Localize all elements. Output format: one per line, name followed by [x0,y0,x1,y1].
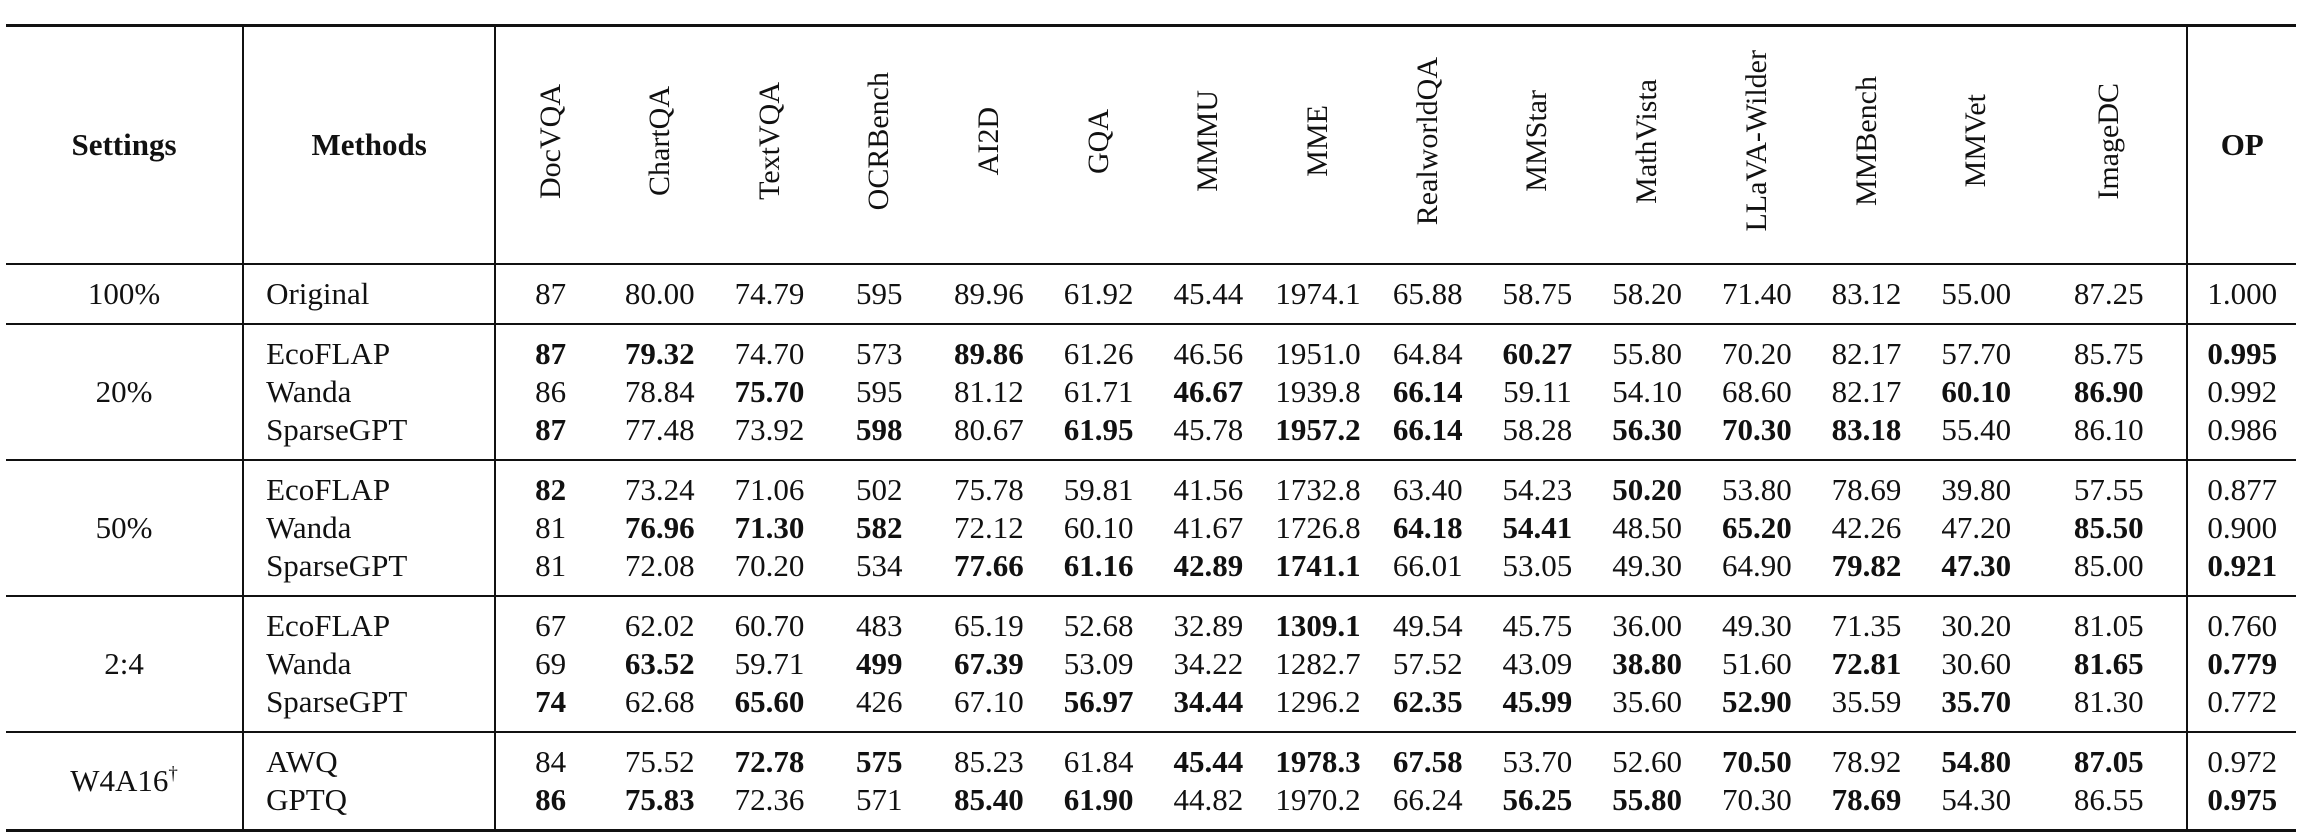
score-cell: 85.23 [954,744,1024,779]
score-cell: 62.68 [624,684,695,719]
score-cell: 54.41 [1502,510,1573,545]
op-cell: 0.972 [2207,744,2278,779]
table-row [6,373,2296,411]
table-row [6,683,2296,732]
score-cell: 54.23 [1502,472,1573,507]
score-cell: 55.80 [1612,782,1682,817]
score-cell: 82.17 [1831,374,1902,409]
score-cell: 71.30 [734,510,805,545]
op-cell: 0.772 [2207,684,2278,719]
score-cell: 1974.1 [1275,276,1361,311]
setting-label: 50% [95,510,153,545]
score-cell: 64.90 [1721,548,1792,583]
header-benchmark [1702,26,1812,265]
score-cell: 81.05 [2031,596,2187,645]
header-benchmark-label: AI2D [971,106,1005,176]
score-cell: 60.10 [1063,510,1134,545]
score-cell: 86.10 [2031,411,2187,460]
setting-cell [6,324,243,460]
score-cell: 70.20 [1721,336,1792,371]
score-cell: 85.00 [2031,547,2187,596]
score-cell: 69 [535,646,567,681]
score-cell: 1951.0 [1275,336,1361,371]
header-benchmark [605,26,715,265]
score-cell: 86.55 [2031,781,2187,831]
score-cell: 59.71 [734,646,805,681]
header-row [6,26,2296,265]
score-cell: 74.70 [734,336,805,371]
score-cell: 75.78 [954,472,1024,507]
method-cell: Original [243,264,495,324]
score-cell: 573 [855,336,903,371]
score-cell: 67.58 [1392,744,1463,779]
score-cell: 57.52 [1392,646,1463,681]
setting-footnote-mark: † [168,763,178,785]
score-cell: 73.24 [624,472,695,507]
score-cell: 45.44 [1173,276,1244,311]
score-cell: 49.30 [1721,608,1792,643]
table-row [6,596,2296,645]
score-cell: 76.96 [624,510,695,545]
score-cell: 1309.1 [1275,608,1361,643]
score-cell: 74.79 [734,276,805,311]
score-cell: 63.52 [624,646,695,681]
score-cell: 68.60 [1721,374,1792,409]
score-cell: 61.26 [1063,336,1134,371]
score-cell: 65.20 [1721,510,1792,545]
results-table [6,24,2296,832]
score-cell: 60.70 [734,608,805,643]
score-cell: 53.05 [1502,548,1573,583]
score-cell: 81.12 [954,374,1024,409]
score-cell: 83.12 [1831,276,1902,311]
header-benchmark-label: MathVista [1630,78,1664,204]
score-cell: 1957.2 [1275,412,1361,447]
score-cell: 81 [535,548,567,583]
score-cell: 65.88 [1392,276,1463,311]
score-cell: 61.71 [1063,374,1134,409]
score-cell: 62.02 [624,608,695,643]
score-cell: 62.35 [1392,684,1463,719]
setting-label: 20% [95,374,153,409]
score-cell: 1732.8 [1275,472,1361,507]
score-cell: 571 [855,782,903,817]
method-cell: SparseGPT [243,683,495,732]
score-cell: 58.28 [1502,412,1573,447]
score-cell: 34.44 [1173,684,1244,719]
results-table-container [6,24,2296,832]
table-row [6,264,2296,324]
table-row [6,509,2296,547]
table-row [6,460,2296,509]
table-row [6,324,2296,373]
score-cell: 81.30 [2031,683,2187,732]
score-cell: 53.09 [1063,646,1134,681]
setting-cell [6,732,243,831]
method-cell: EcoFLAP [243,596,495,645]
score-cell: 52.68 [1063,608,1134,643]
score-cell: 45.44 [1173,744,1244,779]
header-benchmark [1483,26,1593,265]
method-cell: SparseGPT [243,411,495,460]
score-cell: 595 [855,276,903,311]
score-cell: 49.30 [1612,548,1682,583]
score-cell: 64.84 [1392,336,1463,371]
score-cell: 61.95 [1063,412,1134,447]
score-cell: 71.40 [1721,276,1792,311]
score-cell: 71.35 [1831,608,1902,643]
setting-group [6,732,2296,831]
score-cell: 84 [535,744,567,779]
score-cell: 42.26 [1831,510,1902,545]
score-cell: 89.96 [954,276,1024,311]
score-cell: 86.90 [2031,373,2187,411]
setting-group [6,460,2296,596]
score-cell: 53.70 [1502,744,1573,779]
score-cell: 56.25 [1502,782,1573,817]
score-cell: 67 [535,608,567,643]
score-cell: 598 [855,412,903,447]
score-cell: 77.66 [954,548,1024,583]
op-cell: 0.995 [2207,336,2278,371]
score-cell: 38.80 [1612,646,1682,681]
score-cell: 61.84 [1063,744,1134,779]
method-cell: Wanda [243,645,495,683]
header-benchmark-label: MMBench [1849,76,1883,206]
score-cell: 30.20 [1941,608,2012,643]
score-cell: 85.50 [2031,509,2187,547]
score-cell: 70.30 [1721,782,1792,817]
header-benchmark-label: ChartQA [642,86,676,196]
score-cell: 50.20 [1612,472,1682,507]
score-cell: 483 [855,608,903,643]
score-cell: 41.56 [1173,472,1244,507]
header-benchmark-label: MMVet [1959,94,1993,188]
header-benchmark [1263,26,1373,265]
header-benchmark-label: MMMU [1191,90,1225,192]
score-cell: 63.40 [1392,472,1463,507]
score-cell: 72.36 [734,782,805,817]
score-cell: 1741.1 [1275,548,1361,583]
score-cell: 61.90 [1063,782,1134,817]
setting-group [6,596,2296,732]
header-benchmark-label: OCRBench [862,71,896,211]
score-cell: 79.82 [1831,548,1902,583]
op-cell: 0.900 [2207,510,2278,545]
method-cell: EcoFLAP [243,324,495,373]
score-cell: 64.18 [1392,510,1463,545]
score-cell: 1726.8 [1275,510,1361,545]
score-cell: 74 [535,684,567,719]
score-cell: 36.00 [1612,608,1682,643]
score-cell: 72.12 [954,510,1024,545]
score-cell: 35.70 [1941,684,2012,719]
score-cell: 55.80 [1612,336,1682,371]
score-cell: 1282.7 [1275,646,1361,681]
method-cell: Wanda [243,373,495,411]
score-cell: 87 [535,276,567,311]
score-cell: 86 [535,782,567,817]
setting-cell [6,264,243,324]
op-cell: 1.000 [2207,276,2278,311]
score-cell: 59.81 [1063,472,1134,507]
score-cell: 42.89 [1173,548,1244,583]
score-cell: 87.05 [2031,732,2187,781]
score-cell: 78.69 [1831,472,1902,507]
header-benchmark [1373,26,1483,265]
score-cell: 73.92 [734,412,805,447]
score-cell: 1939.8 [1275,374,1361,409]
op-cell: 0.877 [2207,472,2278,507]
score-cell: 30.60 [1941,646,2012,681]
score-cell: 81 [535,510,567,545]
score-cell: 85.75 [2031,324,2187,373]
op-cell: 0.779 [2207,646,2278,681]
score-cell: 35.59 [1831,684,1902,719]
score-cell: 75.70 [734,374,805,409]
score-cell: 53.80 [1721,472,1792,507]
score-cell: 44.82 [1173,782,1244,817]
score-cell: 426 [855,684,903,719]
header-benchmark-label: ImageDC [2091,82,2125,200]
score-cell: 41.67 [1173,510,1244,545]
setting-cell [6,596,243,732]
score-cell: 72.78 [734,744,805,779]
score-cell: 66.14 [1392,374,1463,409]
header-benchmark-label: MME [1301,105,1335,177]
header-benchmark-label: MMStar [1520,90,1554,192]
score-cell: 71.06 [734,472,805,507]
score-cell: 80.00 [624,276,695,311]
header-benchmark-label: RealworldQA [1410,56,1444,226]
score-cell: 32.89 [1173,608,1244,643]
score-cell: 75.52 [624,744,695,779]
score-cell: 66.14 [1392,412,1463,447]
header-benchmark-label: DocVQA [533,83,567,199]
score-cell: 67.39 [954,646,1024,681]
score-cell: 72.81 [1831,646,1902,681]
score-cell: 87 [535,412,567,447]
score-cell: 87.25 [2031,264,2187,324]
score-cell: 89.86 [954,336,1024,371]
setting-group [6,324,2296,460]
score-cell: 45.75 [1502,608,1573,643]
score-cell: 45.99 [1502,684,1573,719]
header-benchmark [715,26,825,265]
header-benchmark [824,26,934,265]
score-cell: 60.10 [1941,374,2012,409]
header-op: OP [2187,26,2296,265]
score-cell: 39.80 [1941,472,2012,507]
method-cell: AWQ [243,732,495,781]
score-cell: 82.17 [1831,336,1902,371]
op-cell: 0.975 [2207,782,2278,817]
header-benchmark [1044,26,1154,265]
score-cell: 86 [535,374,567,409]
op-cell: 0.986 [2207,412,2278,447]
header-benchmark [1921,26,2031,265]
score-cell: 79.32 [624,336,695,371]
method-cell: EcoFLAP [243,460,495,509]
score-cell: 1978.3 [1275,744,1361,779]
score-cell: 45.78 [1173,412,1244,447]
score-cell: 78.84 [624,374,695,409]
header-settings: Settings [6,26,243,265]
score-cell: 61.92 [1063,276,1134,311]
score-cell: 72.08 [624,548,695,583]
op-cell: 0.992 [2207,374,2278,409]
score-cell: 66.24 [1392,782,1463,817]
header-benchmark [1812,26,1922,265]
header-benchmark [1153,26,1263,265]
score-cell: 70.30 [1721,412,1792,447]
score-cell: 81.65 [2031,645,2187,683]
op-cell: 0.760 [2207,608,2278,643]
score-cell: 83.18 [1831,412,1902,447]
setting-group [6,264,2296,324]
score-cell: 61.16 [1063,548,1134,583]
score-cell: 499 [855,646,903,681]
method-cell: SparseGPT [243,547,495,596]
header-benchmark [1592,26,1702,265]
score-cell: 70.50 [1721,744,1792,779]
score-cell: 54.80 [1941,744,2012,779]
header-benchmark-label: LLaVA-Wilder [1739,50,1773,232]
header-benchmark-label: GQA [1081,108,1115,174]
score-cell: 534 [855,548,903,583]
method-cell: GPTQ [243,781,495,831]
setting-cell [6,460,243,596]
score-cell: 82 [535,472,567,507]
score-cell: 1296.2 [1275,684,1361,719]
score-cell: 46.67 [1173,374,1244,409]
score-cell: 56.30 [1612,412,1682,447]
score-cell: 49.54 [1392,608,1463,643]
setting-label: 100% [87,276,161,311]
score-cell: 1970.2 [1275,782,1361,817]
score-cell: 55.00 [1941,276,2012,311]
table-row [6,781,2296,831]
score-cell: 54.30 [1941,782,2012,817]
score-cell: 56.97 [1063,684,1134,719]
header-methods: Methods [243,26,495,265]
table-row [6,411,2296,460]
score-cell: 65.19 [954,608,1024,643]
score-cell: 67.10 [954,684,1024,719]
header-benchmark [934,26,1044,265]
score-cell: 43.09 [1502,646,1573,681]
score-cell: 80.67 [954,412,1024,447]
header-benchmark-label: TextVQA [752,82,786,200]
table-row [6,547,2296,596]
score-cell: 85.40 [954,782,1024,817]
score-cell: 502 [855,472,903,507]
score-cell: 52.60 [1612,744,1682,779]
score-cell: 595 [855,374,903,409]
score-cell: 70.20 [734,548,805,583]
header-benchmark [2031,26,2187,265]
score-cell: 47.20 [1941,510,2012,545]
score-cell: 582 [855,510,903,545]
table-row [6,645,2296,683]
score-cell: 78.92 [1831,744,1902,779]
score-cell: 60.27 [1502,336,1573,371]
header-benchmark [495,26,605,265]
score-cell: 87 [535,336,567,371]
setting-label: W4A16 [70,763,169,798]
score-cell: 58.20 [1612,276,1682,311]
table-row [6,732,2296,781]
score-cell: 34.22 [1173,646,1244,681]
setting-label: 2:4 [104,646,144,681]
score-cell: 65.60 [734,684,805,719]
score-cell: 78.69 [1831,782,1902,817]
score-cell: 54.10 [1612,374,1682,409]
score-cell: 48.50 [1612,510,1682,545]
score-cell: 58.75 [1502,276,1573,311]
score-cell: 35.60 [1612,684,1682,719]
score-cell: 57.55 [2031,460,2187,509]
method-cell: Wanda [243,509,495,547]
score-cell: 57.70 [1941,336,2012,371]
score-cell: 75.83 [624,782,695,817]
score-cell: 77.48 [624,412,695,447]
score-cell: 59.11 [1503,374,1572,409]
score-cell: 47.30 [1941,548,2012,583]
score-cell: 575 [855,744,903,779]
score-cell: 66.01 [1392,548,1463,583]
op-cell: 0.921 [2207,548,2278,583]
score-cell: 55.40 [1941,412,2012,447]
score-cell: 46.56 [1173,336,1244,371]
score-cell: 52.90 [1721,684,1792,719]
score-cell: 51.60 [1721,646,1792,681]
